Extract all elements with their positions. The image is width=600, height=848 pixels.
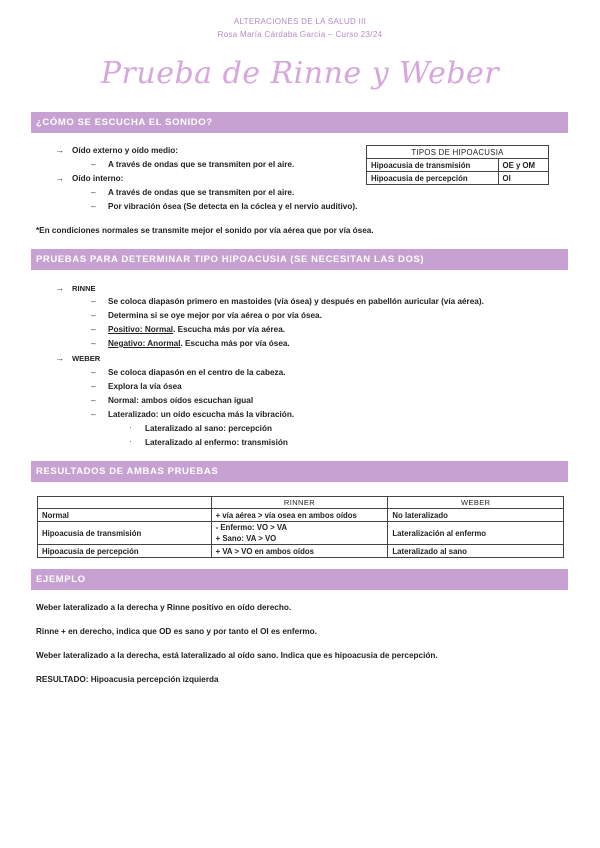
table-cell: Lateralizado al sano <box>388 545 564 558</box>
table-header <box>38 497 212 509</box>
list-subitem: A través de ondas que se transmiten por el aire. <box>108 160 295 169</box>
table-header: WEBER <box>388 497 564 509</box>
example-result: RESULTADO: Hipoacusia percepción izquierda <box>36 675 219 684</box>
table-row <box>367 159 549 172</box>
table-cell: Normal <box>38 509 212 522</box>
example-line: Weber lateralizado a la derecha, está lateralizado al oído sano. Indica que es hipoacusia de percepción. <box>36 651 438 660</box>
right-arrow-icon: → <box>55 173 64 183</box>
list-subitem: Normal: ambos oídos escuchan igual <box>108 396 254 405</box>
dash-bullet-icon: – <box>91 159 96 169</box>
negative-label: Negativo: Anormal <box>108 339 181 348</box>
dash-bullet-icon: – <box>91 310 96 320</box>
cell-line: - Enfermo: VO > VA <box>215 523 288 532</box>
table-cell: Hipoacusia de transmisión <box>38 522 212 545</box>
list-subsubitem: Lateralizado al sano: percepción <box>145 424 272 433</box>
table-row <box>38 509 564 522</box>
list-subitem: Por vibración ósea (Se detecta en la cóclea y el nervio auditivo). <box>108 202 358 211</box>
table-cell: OI <box>498 172 548 185</box>
table-cell: OE y OM <box>498 159 548 172</box>
dash-bullet-icon: – <box>91 395 96 405</box>
section-heading-example: EJEMPLO <box>31 569 568 590</box>
dash-bullet-icon: – <box>91 296 96 306</box>
dot-bullet-icon: · <box>129 437 132 446</box>
table-cell: No lateralizado <box>388 509 564 522</box>
rinne-label: RINNE <box>72 284 96 293</box>
table-cell: + vía aérea > vía osea en ambos oídos <box>211 509 388 522</box>
dash-bullet-icon: – <box>91 338 96 348</box>
dash-bullet-icon: – <box>91 367 96 377</box>
right-arrow-icon: → <box>55 283 64 293</box>
right-arrow-icon: → <box>55 145 64 155</box>
positive-label: Positivo: Normal <box>108 325 174 334</box>
list-subitem: Se coloca diapasón primero en mastoides (vía ósea) y después en pabellón auricular (vía aérea). <box>108 297 484 306</box>
table-row <box>38 545 564 558</box>
table-cell: Hipoacusia de percepción <box>38 545 212 558</box>
weber-label: WEBER <box>72 354 101 363</box>
table-header-row <box>38 497 564 509</box>
list-subitem: Determina si se oye mejor por vía aérea o por vía ósea. <box>108 311 322 320</box>
list-subitem: Explora la vía ósea <box>108 382 182 391</box>
list-subsubitem: Lateralizado al enfermo: transmisión <box>145 438 288 447</box>
page-title: Prueba de Rinne y Weber <box>100 56 500 91</box>
list-subitem: Se coloca diapasón en el centro de la cabeza. <box>108 368 286 377</box>
right-arrow-icon: → <box>55 353 64 363</box>
author-header: Rosa María Cárdaba García – Curso 23/24 <box>217 30 383 39</box>
dash-bullet-icon: – <box>91 324 96 334</box>
dot-bullet-icon: · <box>129 423 132 432</box>
dash-bullet-icon: – <box>91 381 96 391</box>
example-line: Rinne + en derecho, indica que OD es sano y por tanto el OI es enfermo. <box>36 627 317 636</box>
rinne-positive <box>108 325 285 334</box>
section-heading-results: RESULTADOS DE AMBAS PRUEBAS <box>31 461 568 482</box>
table-cell <box>211 522 388 545</box>
table-cell: Hipoacusia de percepción <box>367 172 499 185</box>
list-subitem: Lateralizado: un oído escucha más la vibración. <box>108 410 295 419</box>
table-cell: Lateralización al enfermo <box>388 522 564 545</box>
list-subitem: A través de ondas que se transmiten por el aire. <box>108 188 295 197</box>
dash-bullet-icon: – <box>91 187 96 197</box>
negative-text: . Escucha más por vía ósea. <box>180 339 290 348</box>
results-table <box>37 496 564 558</box>
table-cell: Hipoacusia de transmisión <box>367 159 499 172</box>
list-item-label: Oído interno: <box>72 174 124 183</box>
table-row <box>367 172 549 185</box>
positive-text: . Escucha más por vía aérea. <box>173 325 286 334</box>
list-item-label: Oído externo y oído medio: <box>72 146 178 155</box>
section-heading-tests: PRUEBAS PARA DETERMINAR TIPO HIPOACUSIA (SE NECESITAN LAS DOS) <box>31 249 568 270</box>
table-header: RINNER <box>211 497 388 509</box>
rinne-negative <box>108 339 290 348</box>
dash-bullet-icon: – <box>91 201 96 211</box>
note-text: *En condiciones normales se transmite mejor el sonido por vía aérea que por vía ósea. <box>36 226 374 235</box>
table-header: TIPOS DE HIPOACUSIA <box>367 146 549 159</box>
table-cell: + VA > VO en ambos oídos <box>211 545 388 558</box>
example-line: Weber lateralizado a la derecha y Rinne positivo en oído derecho. <box>36 603 292 612</box>
dash-bullet-icon: – <box>91 409 96 419</box>
course-header: ALTERACIONES DE LA SALUD III <box>233 17 367 26</box>
table-row <box>38 522 564 545</box>
section-heading-sound: ¿CÓMO SE ESCUCHA EL SONIDO? <box>31 112 568 133</box>
cell-line: + Sano: VA > VO <box>215 534 277 543</box>
hearing-loss-types-table <box>366 145 549 185</box>
